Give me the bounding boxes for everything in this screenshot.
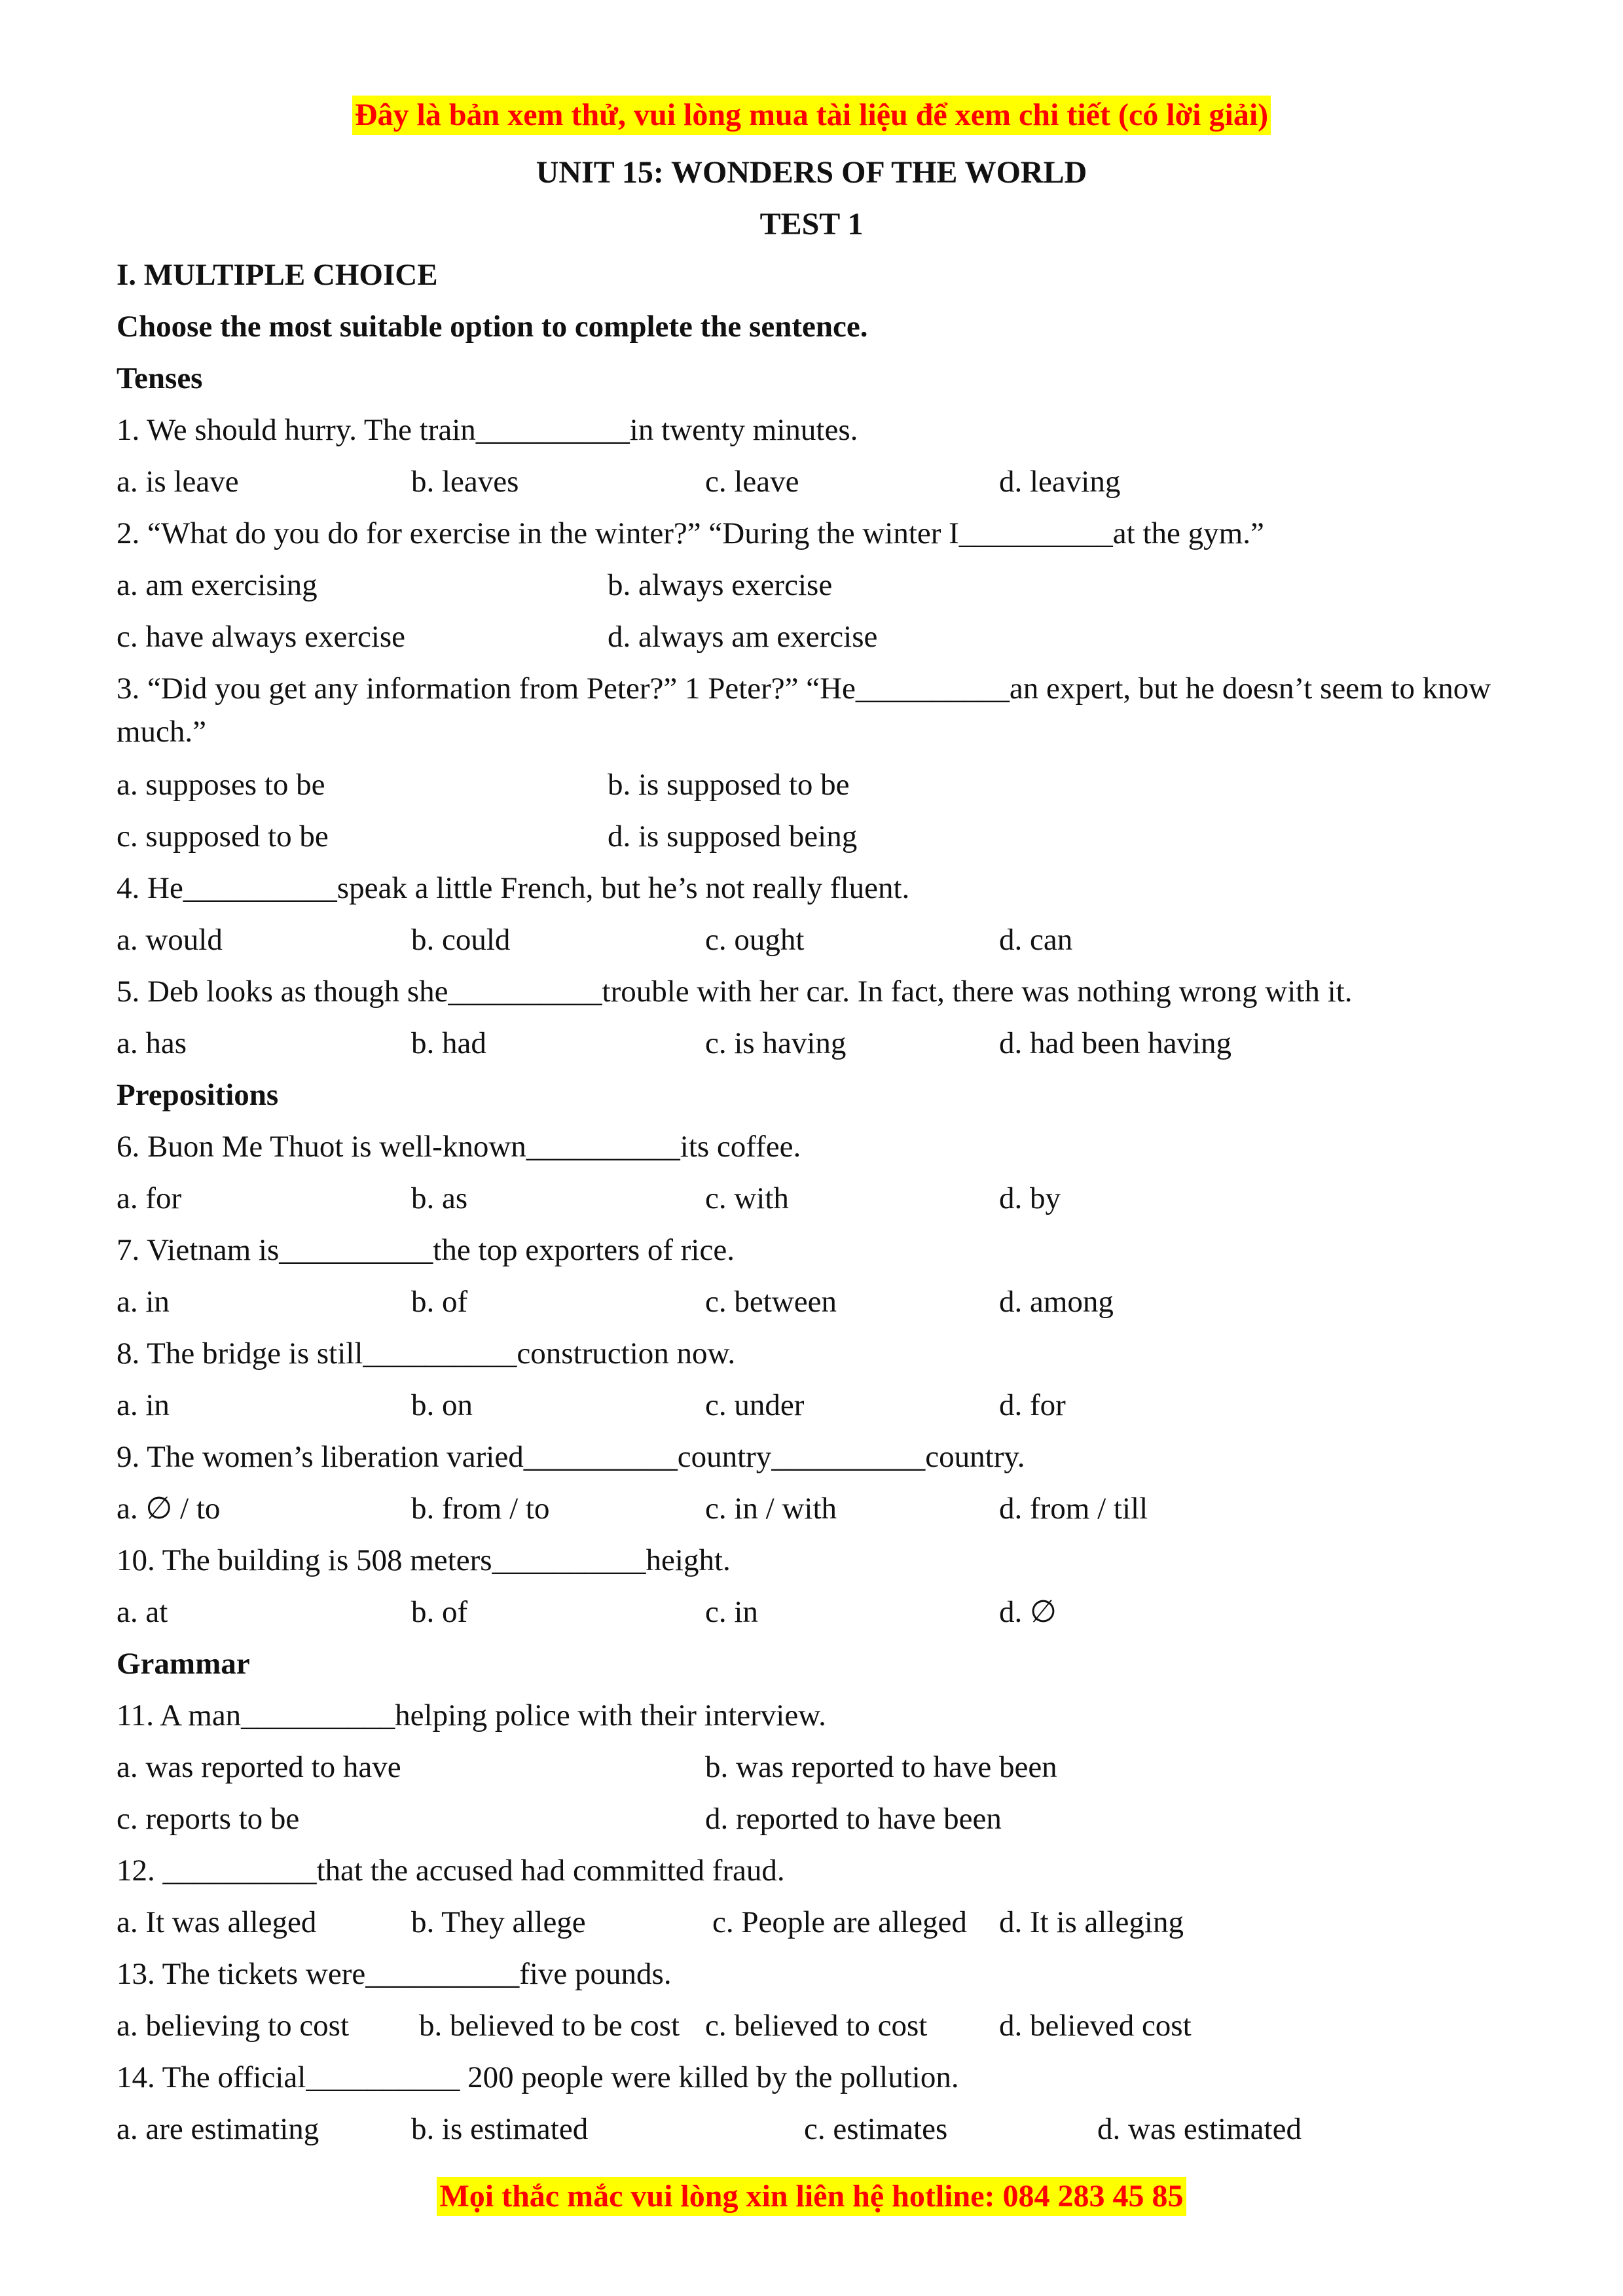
question-7: 7. Vietnam is__________the top exporters of rice. bbox=[117, 1233, 735, 1267]
hotline-banner-row bbox=[0, 2177, 1623, 2216]
option-10d: d. ∅ bbox=[999, 1595, 1057, 1629]
option-11c: c. reports to be bbox=[117, 1802, 300, 1836]
question-11: 11. A man__________helping police with their interview. bbox=[117, 1698, 826, 1732]
subhead-prepositions: Prepositions bbox=[117, 1078, 279, 1112]
option-5a: a. has bbox=[117, 1026, 187, 1060]
option-13a: a. believing to cost bbox=[117, 2009, 350, 2043]
option-11b: b. was reported to have been bbox=[705, 1750, 1057, 1784]
subhead-grammar: Grammar bbox=[117, 1647, 250, 1681]
question-6: 6. Buon Me Thuot is well-known__________its coffee. bbox=[117, 1130, 801, 1164]
option-9b: b. from / to bbox=[411, 1492, 550, 1526]
option-8d: d. for bbox=[999, 1388, 1066, 1422]
option-5d: d. had been having bbox=[999, 1026, 1232, 1060]
preview-banner: Đây là bản xem thử, vui lòng mua tài liệu để xem chi tiết (có lời giải) bbox=[352, 96, 1271, 135]
option-2d: d. always am exercise bbox=[608, 620, 878, 654]
option-12c: c. People are alleged bbox=[712, 1905, 967, 1939]
option-3b: b. is supposed to be bbox=[608, 768, 850, 802]
option-4d: d. can bbox=[999, 923, 1073, 957]
option-1a: a. is leave bbox=[117, 465, 239, 499]
test-title: TEST 1 bbox=[759, 207, 864, 242]
option-1d: d. leaving bbox=[999, 465, 1121, 499]
question-14: 14. The official__________ 200 people were killed by the pollution. bbox=[117, 2060, 959, 2094]
option-1b: b. leaves bbox=[411, 465, 519, 499]
option-7c: c. between bbox=[705, 1285, 837, 1319]
option-13d: d. believed cost bbox=[999, 2009, 1192, 2043]
option-1c: c. leave bbox=[705, 465, 799, 499]
option-13b: b. believed to be cost bbox=[419, 2009, 680, 2043]
option-2c: c. have always exercise bbox=[117, 620, 406, 654]
option-11d: d. reported to have been bbox=[705, 1802, 1002, 1836]
option-7b: b. of bbox=[411, 1285, 468, 1319]
option-12d: d. It is alleging bbox=[999, 1905, 1184, 1939]
option-2a: a. am exercising bbox=[117, 568, 318, 602]
option-6b: b. as bbox=[411, 1181, 468, 1215]
question-9: 9. The women’s liberation varied__________country__________country. bbox=[117, 1440, 1025, 1474]
option-13c: c. believed to cost bbox=[705, 2009, 928, 2043]
option-11a: a. was reported to have bbox=[117, 1750, 401, 1784]
hotline-banner: Mọi thắc mắc vui lòng xin liên hệ hotline: 084 283 45 85 bbox=[437, 2177, 1186, 2216]
option-2b: b. always exercise bbox=[608, 568, 833, 602]
question-8: 8. The bridge is still__________construction now. bbox=[117, 1336, 736, 1371]
option-14b: b. is estimated bbox=[411, 2112, 589, 2146]
question-10: 10. The building is 508 meters__________height. bbox=[117, 1543, 731, 1577]
section-title: I. MULTIPLE CHOICE bbox=[117, 258, 438, 292]
option-6d: d. by bbox=[999, 1181, 1061, 1215]
question-4: 4. He__________speak a little French, but he’s not really fluent. bbox=[117, 871, 910, 905]
option-10b: b. of bbox=[411, 1595, 468, 1629]
question-2: 2. “What do you do for exercise in the winter?” “During the winter I__________at the gym.” bbox=[117, 516, 1264, 550]
option-3d: d. is supposed being bbox=[608, 819, 858, 853]
option-12a: a. It was alleged bbox=[117, 1905, 317, 1939]
subhead-tenses: Tenses bbox=[117, 361, 203, 395]
option-4c: c. ought bbox=[705, 923, 805, 957]
option-5c: c. is having bbox=[705, 1026, 847, 1060]
question-3: 3. “Did you get any information from Peter?” 1 Peter?” “He__________an expert, but he doesn’t seem to know much.” bbox=[117, 672, 1491, 749]
option-14a: a. are estimating bbox=[117, 2112, 319, 2146]
question-13: 13. The tickets were__________five pounds. bbox=[117, 1957, 672, 1991]
option-14d: d. was estimated bbox=[1097, 2112, 1302, 2146]
option-12b: b. They allege bbox=[411, 1905, 586, 1939]
option-14c: c. estimates bbox=[804, 2112, 948, 2146]
option-8c: c. under bbox=[705, 1388, 805, 1422]
option-8a: a. in bbox=[117, 1388, 170, 1422]
unit-title: UNIT 15: WONDERS OF THE WORLD bbox=[536, 155, 1087, 190]
option-8b: b. on bbox=[411, 1388, 473, 1422]
option-9d: d. from / till bbox=[999, 1492, 1148, 1526]
option-5b: b. had bbox=[411, 1026, 486, 1060]
option-7a: a. in bbox=[117, 1285, 170, 1319]
instruction: Choose the most suitable option to complete the sentence. bbox=[117, 310, 868, 344]
question-1: 1. We should hurry. The train__________in twenty minutes. bbox=[117, 413, 858, 447]
option-10a: a. at bbox=[117, 1595, 168, 1629]
option-4b: b. could bbox=[411, 923, 511, 957]
option-4a: a. would bbox=[117, 923, 223, 957]
option-6a: a. for bbox=[117, 1181, 182, 1215]
question-5: 5. Deb looks as though she__________trouble with her car. In fact, there was nothing wrong with it. bbox=[117, 975, 1353, 1009]
option-6c: c. with bbox=[705, 1181, 789, 1215]
option-9c: c. in / with bbox=[705, 1492, 837, 1526]
preview-banner-row bbox=[0, 96, 1623, 135]
option-9a: a. ∅ / to bbox=[117, 1492, 221, 1526]
option-10c: c. in bbox=[705, 1595, 758, 1629]
option-3c: c. supposed to be bbox=[117, 819, 329, 853]
option-3a: a. supposes to be bbox=[117, 768, 325, 802]
option-7d: d. among bbox=[999, 1285, 1114, 1319]
question-12: 12. __________that the accused had committed fraud. bbox=[117, 1854, 785, 1888]
